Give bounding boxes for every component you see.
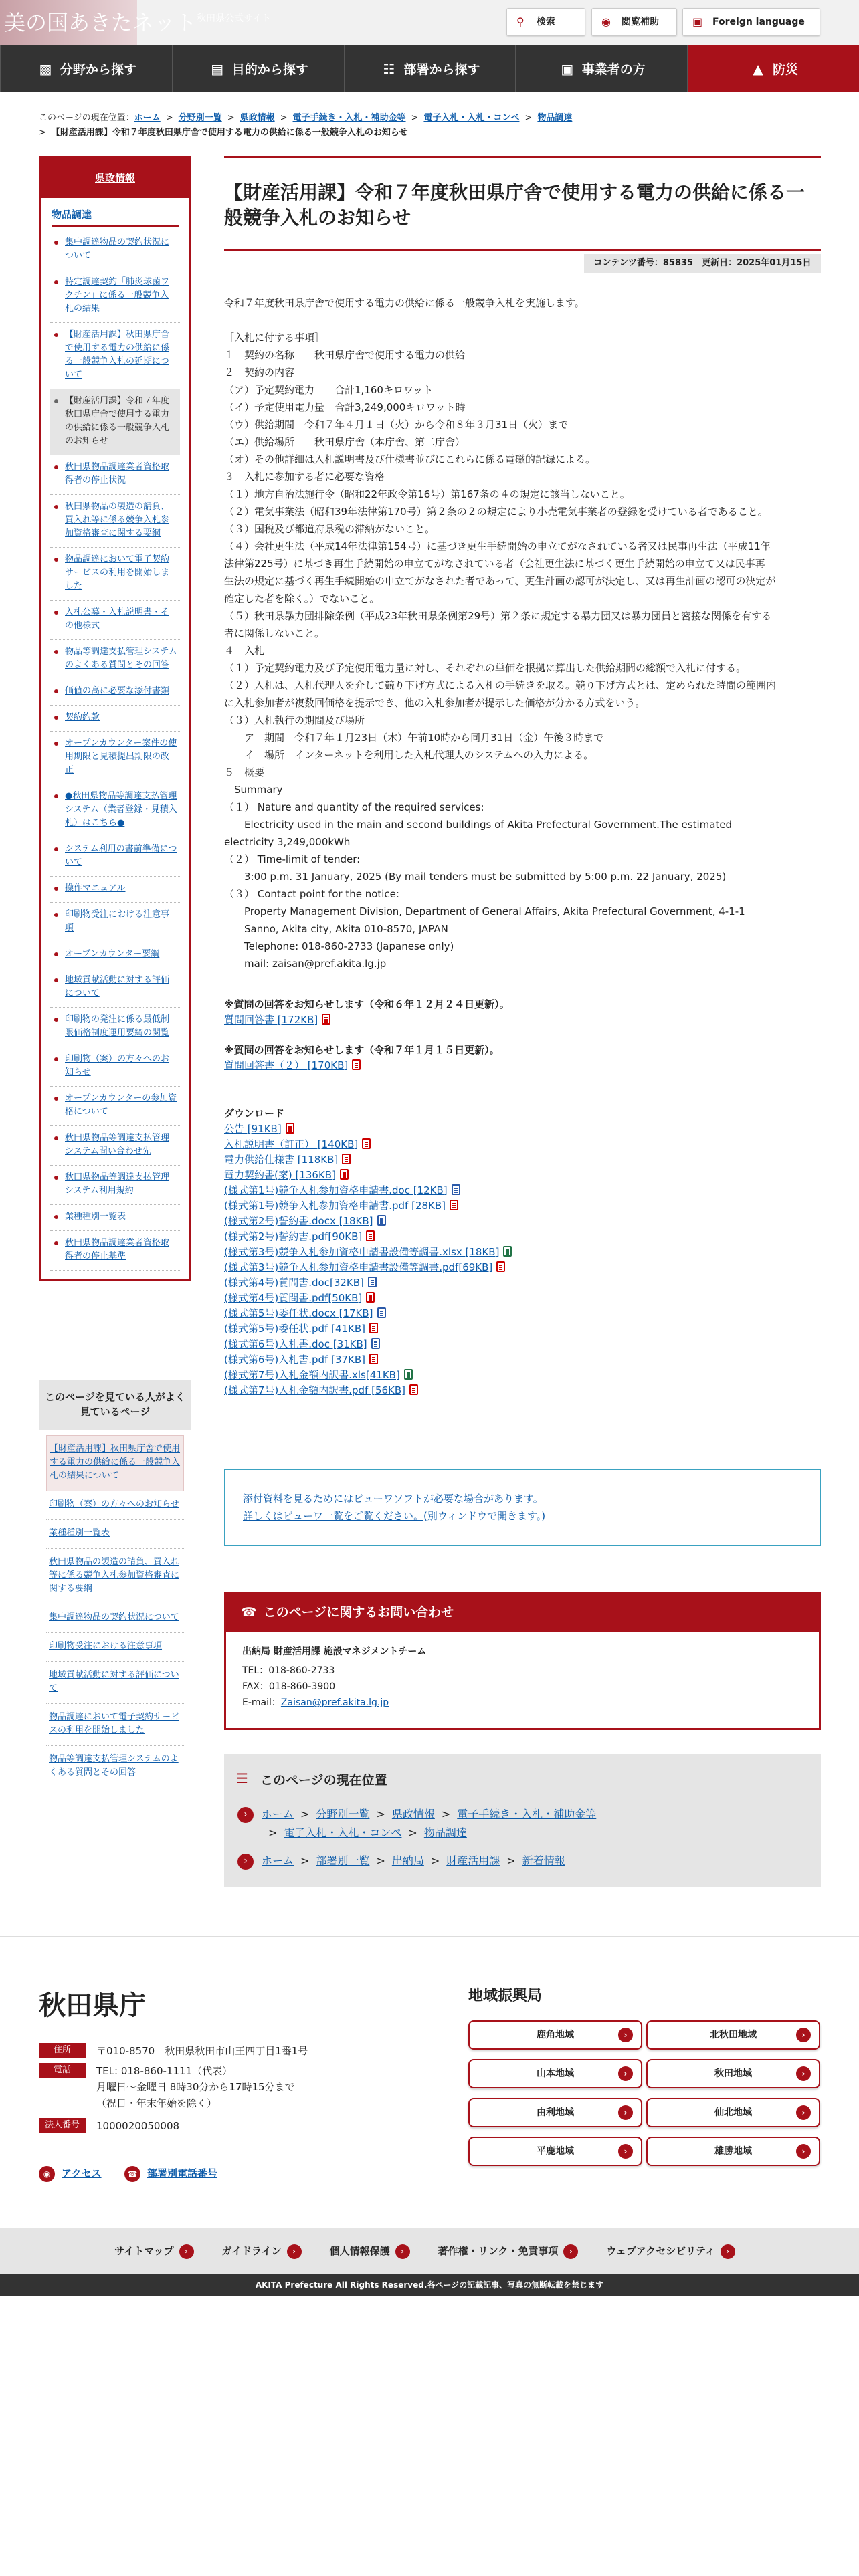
popular-list (39, 1430, 191, 1794)
current-location (224, 1754, 821, 1887)
sidebar (39, 156, 191, 1281)
body-line: （２）電気事業法（昭和39年法律第170号）第２条の２の規定により小売電気事業者の登録を受けている者であること。 (224, 506, 768, 518)
pdf-file-icon (340, 1169, 349, 1180)
body-line: 法律第225号）に基づき再生手続開始の申立てがなされている者（会社更生法に基づく更生手続開始の申立て又は民事再 (224, 558, 765, 570)
top-bar (0, 0, 859, 45)
sidebar-item[interactable]: 秋田県物品等調達支払管理システム利用規約 (50, 1166, 180, 1205)
location-link[interactable]: 出納局 (391, 1854, 424, 1867)
viewer-list-link[interactable]: 詳しくはビューワ一覧をご覧ください。 (243, 1510, 424, 1522)
arrow-right-icon: › (796, 2144, 811, 2159)
breadcrumb-link[interactable]: 物品調達 (537, 113, 573, 123)
sidebar-item[interactable]: 特定調達契約「肺炎球菌ワクチン」に係る一般競争入札の結果 (50, 270, 180, 323)
download-link[interactable]: (様式第6号)入札書.doc [31KB] (224, 1338, 367, 1350)
region-button[interactable]: 鹿角地域 › (468, 2020, 642, 2050)
download-link[interactable]: (様式第4号)質問書.pdf[50KB] (224, 1292, 363, 1304)
doc-file-icon (377, 1307, 386, 1318)
location-link[interactable]: 分野別一覧 (316, 1808, 370, 1820)
address-tag: 住所 (39, 2043, 86, 2058)
pdf-file-icon (366, 1292, 375, 1303)
location-link[interactable]: 部署別一覧 (316, 1854, 370, 1867)
footer-phone: TEL: 018-860-1111（代表） (96, 2065, 233, 2077)
arrow-right-icon: › (618, 2144, 633, 2159)
phone-icon: ☎ (241, 1605, 257, 1620)
search-button[interactable]: ⚲ 検索 (506, 8, 585, 36)
body-line: （ウ）供給期間 令和７年４月１日（火）から令和８年３月31日（火）まで (224, 419, 569, 431)
location-icon: ☰ (236, 1770, 248, 1786)
pdf-file-icon (369, 1323, 378, 1333)
body-line: Summary (224, 784, 283, 796)
arrow-right-icon: › (237, 1854, 254, 1870)
body-line: （５）秋田県暴力団排除条例（平成23年秋田県条例第29号）第２条に規定する暴力団又は暴力団員と密接な関係を有する (224, 610, 772, 622)
sidebar-item[interactable]: 【財産活用課】令和７年度秋田県庁舎で使用する電力の供給に係る一般競争入札のお知らせ (50, 389, 180, 455)
body-line: ３ 入札に参加する者に必要な資格 (224, 471, 385, 483)
body-line: （２） Time-limit of tender: (224, 853, 361, 865)
article-body (224, 294, 821, 972)
global-nav (0, 45, 859, 92)
sidebar-item[interactable]: 物品調達において電子契約サービスの利用を開始しました (50, 548, 180, 601)
body-line: 確定した者を除く。）でないこと。 (224, 593, 380, 605)
corp-tag: 法人番号 (39, 2118, 86, 2133)
contact-header: ☎ このページに関するお問い合わせ (226, 1594, 819, 1632)
location-link[interactable]: 電子入札・入札・コンペ (284, 1826, 402, 1839)
download-link[interactable]: (様式第1号)競争入札参加資格申請書.pdf [28KB] (224, 1200, 446, 1212)
breadcrumb-link[interactable]: 県政情報 (240, 113, 275, 123)
pdf-file-icon (450, 1200, 458, 1210)
document-icon: ▤ (211, 61, 224, 77)
body-line: （エ）供給場所 秋田県庁舎（本庁舎、第二庁舎） (224, 436, 466, 448)
region-button[interactable]: 秋田地域 › (646, 2059, 820, 2088)
arrow-right-icon: › (618, 2105, 633, 2120)
nav-department[interactable]: ☷ 部署から探す (344, 45, 516, 92)
qa-title: ※質問の回答をお知らせします（令和７年１月１５日更新）。 (224, 1044, 500, 1056)
footer-hours-note: （祝日・年末年始を除く） (96, 2097, 217, 2109)
region-button[interactable]: 雄勝地域 › (646, 2137, 820, 2166)
viewer-notice (224, 1469, 821, 1546)
breadcrumb-prefix: このページの現在位置： (39, 113, 134, 123)
body-line: （オ）その他詳細は入札説明書及び仕様書並びにこれらに係る電磁的記録による。 (224, 453, 596, 465)
download-link[interactable]: (様式第2号)誓約書.docx [18KB] (224, 1215, 373, 1227)
popular-item[interactable]: 秋田県物品の製造の請負、買入れ等に係る競争入札参加資格審査に関する要綱 (46, 1549, 184, 1604)
popular-item[interactable]: 印刷物（案）の方々へのお知らせ (46, 1491, 184, 1520)
download-link[interactable]: (様式第7号)入札金額内訳書.pdf [56KB] (224, 1384, 406, 1396)
pdf-file-icon (342, 1154, 351, 1164)
footer-link[interactable]: ガイドライン › (222, 2245, 311, 2257)
access-link[interactable]: ◉ アクセス (39, 2166, 102, 2182)
search-icon: ⚲ (516, 15, 524, 28)
download-section (224, 1105, 821, 1398)
download-link[interactable]: (様式第1号)競争入札参加資格申請書.doc [12KB] (224, 1184, 448, 1196)
qa-title: ※質問の回答をお知らせします（令和６年１２月２４日更新）。 (224, 998, 510, 1010)
phone-tag: 電話 (39, 2063, 86, 2078)
footer-title: 秋田県庁 (39, 1990, 146, 2021)
sidebar-item[interactable]: システム利用の書前準備について (50, 837, 180, 877)
popular-item[interactable]: 物品等調達支払管理システムのよくある質問とその回答 (46, 1746, 184, 1788)
region-button[interactable]: 由利地域 › (468, 2098, 642, 2127)
body-line: ア 期間 令和７年１月23日（木）午前10時から同月31日（金）午後３時まで (224, 732, 604, 744)
nav-purpose[interactable]: ▤ 目的から探す (172, 45, 344, 92)
briefcase-icon: ▣ (561, 61, 574, 77)
location-link[interactable]: ホーム (262, 1808, 294, 1820)
nav-business[interactable]: ▣ 事業者の方 (515, 45, 687, 92)
sidebar-item[interactable]: ●秋田県物品等調達支払管理システム（業者登録・見積入札）はこちら● (50, 784, 180, 837)
pdf-icon (352, 1059, 361, 1070)
dept-phone-link[interactable]: ☎ 部署別電話番号 (124, 2166, 217, 2182)
location-link[interactable]: 新着情報 (522, 1854, 565, 1867)
footer-address: 〒010-8570 秋田県秋田市山王四丁目1番1号 (96, 2045, 308, 2057)
body-line: Telephone: 018-860-2733 (Japanese only) (224, 940, 454, 952)
current-location-header: このページの現在位置 (260, 1773, 387, 1788)
popular-header: このページを見ている人がよく見ているページ (39, 1380, 191, 1430)
contact-email-link[interactable]: Zaisan@pref.akita.lg.jp (280, 1697, 389, 1708)
sidebar-item[interactable]: 物品等調達支払管理システムのよくある質問とその回答 (50, 640, 180, 679)
megaphone-icon: ▲ (753, 61, 763, 77)
pdf-icon (322, 1014, 330, 1025)
arrow-right-icon: › (796, 2105, 811, 2120)
sidebar-item[interactable]: 秋田県物品調達業者資格取得者の停止基準 (50, 1231, 180, 1271)
sidebar-item[interactable]: 印刷物の発注に係る最低制限価格制度運用要綱の閲覧 (50, 1008, 180, 1047)
footer-link[interactable]: サイトマップ › (114, 2245, 203, 2257)
org-chart-icon: ☷ (383, 61, 395, 77)
download-link[interactable]: (様式第5号)委任状.docx [17KB] (224, 1307, 373, 1319)
footer-hours: 月曜日～金曜日 8時30分から17時15分まで (96, 2081, 295, 2093)
pdf-file-icon (496, 1261, 505, 1272)
breadcrumb-link[interactable]: 分野別一覧 (178, 113, 222, 123)
sidebar-item[interactable]: オープンカウンター要綱 (50, 942, 180, 968)
pdf-file-icon (409, 1384, 418, 1395)
body-line: （３） Contact point for the notice: (224, 888, 399, 900)
breadcrumb: このページの現在位置：ホーム > 分野別一覧 > 県政情報 > 電子手続き・入札・補助金等 > 電子入札・入札・コンペ > 物品調達 > 【財産活用課】令和７年度秋田県庁舎で使用する電力の供給に係る一般競争入札のお知らせ (39, 113, 573, 138)
download-link[interactable]: 電力契約書(案) [136KB] (224, 1169, 336, 1181)
location-link[interactable]: 県政情報 (391, 1808, 435, 1820)
pdf-file-icon (366, 1230, 375, 1241)
nav-disaster[interactable]: ▲ 防災 (687, 45, 859, 92)
body-line: （１）地方自治法施行令（昭和22年政令第16号）第167条の４の規定に該当しないこと。 (224, 488, 630, 500)
body-line: Sanno, Akita city, Akita 010-8570, JAPAN (224, 923, 448, 935)
sidebar-header-link[interactable]: 県政情報 (94, 172, 135, 184)
arrow-right-icon: › (179, 2244, 194, 2259)
phone-icon: ☎ (124, 2166, 140, 2182)
xls-file-icon (404, 1369, 413, 1380)
popular-pages (39, 1380, 191, 1794)
body-line: 令和７年度秋田県庁舎で使用する電力の供給に係る一般競争入札を実施します。 (224, 297, 585, 309)
site-logo[interactable]: 美の国あきたネット$^{秋田県公式サイト}$ (0, 0, 137, 45)
nav-field[interactable]: ▩ 分野から探す (0, 45, 172, 92)
foreign-language-button[interactable]: ▣ Foreign language (682, 8, 820, 36)
body-line: electricity 3,249,000kWh (224, 836, 351, 848)
download-link[interactable]: 電力供給仕様書 [118KB] (224, 1154, 339, 1166)
body-line: mail: zaisan@pref.akita.lg.jp (224, 958, 387, 970)
popular-item[interactable]: 物品調達において電子契約サービスの利用を開始しました (46, 1704, 184, 1746)
qa-section-2 (224, 1042, 821, 1073)
footer-corp-number: 1000020050008 (96, 2120, 180, 2132)
location-link[interactable]: 財産活用課 (446, 1854, 500, 1867)
location-link[interactable]: 電子手続き・入札・補助金等 (457, 1808, 597, 1820)
sidebar-item[interactable]: 入札公募・入札説明書・その他様式 (50, 601, 180, 640)
body-line: １ 契約の名称 秋田県庁舎で使用する電力の供給 (224, 349, 466, 361)
footer-link[interactable]: ウェブアクセシビリティ › (606, 2245, 744, 2257)
footer (0, 1936, 859, 2228)
content-meta: コンテンツ番号：85835 更新日：2025年01月15日 (584, 254, 821, 273)
arrow-right-icon: › (618, 2066, 633, 2081)
sidebar-item[interactable]: オープンカウンター案件の使用期限と見積提出期限の改正 (50, 732, 180, 784)
body-line: （１）予定契約電力及び予定使用電力量に対し、それぞれの単価を根拠に算出した供給期間の総額で入札に付する。 (224, 662, 747, 674)
doc-file-icon (452, 1184, 460, 1195)
location-row: › ホーム > 分野別一覧 > 県政情報 > 電子手続き・入札・補助金等 (237, 1805, 596, 1824)
popular-item[interactable]: 地域貢献活動に対する評価について (46, 1662, 184, 1704)
sidebar-item[interactable]: 業種種別一覧表 (50, 1205, 180, 1231)
sidebar-item[interactable]: 秋田県物品等調達支払管理システム問い合わせ先 (50, 1126, 180, 1166)
sidebar-item[interactable]: 【財産活用課】秋田県庁舎で使用する電力の供給に係る一般競争入札の延期について (50, 323, 180, 389)
language-icon: ▣ (692, 15, 703, 28)
download-link[interactable]: (様式第3号)競争入札参加資格申請書設備等調書.pdf[69KB] (224, 1261, 493, 1273)
sidebar-item[interactable]: 契約約款 (50, 706, 180, 732)
download-link[interactable]: (様式第5号)委任状.pdf [41KB] (224, 1323, 366, 1335)
arrow-right-icon: › (395, 2244, 410, 2259)
sidebar-item[interactable]: 印刷物（案）の方々へのお知らせ (50, 1047, 180, 1087)
location-row: > 電子入札・入札・コンペ > 物品調達 (268, 1826, 467, 1839)
download-link[interactable]: (様式第4号)質問書.doc[32KB] (224, 1277, 364, 1289)
doc-file-icon (371, 1338, 380, 1349)
footer-links (0, 2228, 859, 2274)
footer-link[interactable]: 著作権・リンク・免責事項 › (438, 2245, 588, 2257)
arrow-right-icon: › (287, 2244, 302, 2259)
arrow-right-icon: › (721, 2244, 735, 2259)
qa-link[interactable]: 質問回答書（２） [170KB] (224, 1059, 349, 1071)
body-line: （３）国税及び都道府県税の滞納がないこと。 (224, 523, 436, 535)
arrow-right-icon: › (618, 2028, 633, 2042)
body-line: 3:00 p.m. 31 January, 2025 (By mail tenders must be submitted by 5:00 p.m. 22 January, 2025) (224, 871, 727, 883)
contact-email-label: E-mail： (242, 1697, 281, 1708)
main-content (224, 156, 821, 1867)
download-link[interactable]: 公告 [91KB] (224, 1123, 282, 1135)
sidebar-item[interactable]: 秋田県物品の製造の請負、買入れ等に係る競争入札参加資格審査に関する要綱 (50, 495, 180, 548)
sidebar-item[interactable]: 集中調達物品の契約状況について (50, 231, 180, 270)
doc-file-icon (377, 1215, 386, 1226)
body-line: ５ 概要 (224, 766, 265, 778)
pdf-file-icon (286, 1123, 294, 1134)
sidebar-item[interactable]: 秋田県物品調達業者資格取得者の停止状況 (50, 455, 180, 495)
download-link[interactable]: 入札説明書（訂正） [140KB] (224, 1138, 359, 1150)
breadcrumb-current: 【財産活用課】令和７年度秋田県庁舎で使用する電力の供給に係る一般競争入札のお知らせ (51, 128, 408, 138)
region-button[interactable]: 平鹿地域 › (468, 2137, 642, 2166)
download-link[interactable]: (様式第6号)入札書.pdf [37KB] (224, 1354, 366, 1366)
sidebar-category[interactable]: 物品調達 (52, 207, 179, 227)
download-link[interactable]: (様式第3号)競争入札参加資格申請書設備等調書.xlsx [18KB] (224, 1246, 500, 1258)
doc-file-icon (368, 1277, 377, 1287)
sidebar-item[interactable]: オープンカウンターの参加資格について (50, 1087, 180, 1126)
body-line: に入札参加者が複数回価格を提示でき、他の入札参加者が提示した価格が分かる方式をいう。 (224, 697, 646, 709)
popular-item[interactable]: 業種種別一覧表 (46, 1520, 184, 1549)
download-title: ダウンロード (224, 1107, 285, 1119)
popular-item[interactable]: 【財産活用課】秋田県庁舎で使用する電力の供給に係る一般競争入札の結果について (46, 1435, 184, 1491)
popular-item[interactable]: 集中調達物品の契約状況について (46, 1604, 184, 1633)
popular-item[interactable]: 印刷物受注における注意事項 (46, 1633, 184, 1662)
contact-dept: 出納局 財産活用課 施設マネジメントチーム (242, 1646, 427, 1657)
body-line: Electricity used in the main and second buildings of Akita Prefectural Government.The estimated (224, 819, 733, 831)
footer-link[interactable]: 個人情報保護 › (330, 2245, 419, 2257)
location-row: › ホーム > 部署別一覧 > 出納局 > 財産活用課 > 新着情報 (237, 1852, 565, 1870)
body-line: ［入札に付する事項］ (224, 332, 325, 344)
breadcrumb-link[interactable]: 電子入札・入札・コンペ (423, 113, 520, 123)
download-link[interactable]: (様式第2号)誓約書.pdf[90KB] (224, 1230, 363, 1243)
body-line: （２）入札は、入札代理人を介して競り下げ方式による入札の手続きを取る。競り下げ方式とは、定められた時間の範囲内 (224, 679, 777, 691)
body-line: （３）入札執行の期間及び場所 (224, 714, 365, 726)
folder-icon: ▩ (39, 61, 52, 77)
map-pin-icon: ◉ (39, 2166, 55, 2182)
viewer-note: (別ウィンドウで開きます。) (423, 1510, 546, 1522)
body-line: イ 場所 インターネットを利用した入札代理人のシステムへの入力による。 (224, 749, 594, 761)
pdf-file-icon (369, 1354, 378, 1364)
arrow-right-icon: › (237, 1807, 254, 1823)
region-button[interactable]: 仙北地域 › (646, 2098, 820, 2127)
body-line: （１） Nature and quantity of the required services: (224, 801, 484, 813)
contact-fax: FAX：018-860-3900 (242, 1681, 336, 1692)
contact-tel: TEL：018-860-2733 (242, 1665, 335, 1676)
body-line: （イ）予定使用電力量 合計3,249,000キロワット時 (224, 401, 466, 413)
qa-link[interactable]: 質問回答書 [172KB] (224, 1014, 318, 1026)
body-line: （４）会社更生法（平成14年法律第154号）に基づき更生手続開始の申立てがなされている者又は民事再生法（平成11年 (224, 540, 771, 552)
body-line: 生法の規定に基づく再生手続開始の申立てがなされた者であって、更生計画の認可が決定し、又は再生計画の認可の決定が (224, 575, 776, 587)
viewer-text: 添付資料を見るためにはビューワソフトが必要な場合があります。 (243, 1493, 543, 1505)
location-link[interactable]: 物品調達 (423, 1826, 467, 1839)
contact-box (224, 1592, 821, 1730)
body-line (224, 312, 821, 329)
breadcrumb-link[interactable]: ホーム (134, 113, 161, 123)
body-line: 者に関係しないこと。 (224, 627, 325, 639)
pdf-file-icon (362, 1138, 371, 1149)
sidebar-item[interactable]: 印刷物受注における注意事項 (50, 903, 180, 942)
sidebar-item[interactable]: 地域貢献活動に対する評価について (50, 968, 180, 1008)
qa-section-1 (224, 996, 821, 1028)
copyright: AKITA Prefecture All Rights Reserved.各ページの記載記事、写真の無断転載を禁じます (0, 2274, 859, 2296)
region-title: 地域振興局 (468, 1988, 543, 2004)
xls-file-icon (503, 1246, 512, 1257)
arrow-right-icon: › (796, 2066, 811, 2081)
region-button[interactable]: 山本地域 › (468, 2059, 642, 2088)
eye-icon: ◉ (601, 15, 611, 28)
page-title: 【財産活用課】令和７年度秋田県庁舎で使用する電力の供給に係る一般競争入札のお知らせ (224, 156, 821, 251)
arrow-right-icon: › (796, 2028, 811, 2042)
download-link[interactable]: (様式第7号)入札金額内訳書.xls[41KB] (224, 1369, 400, 1381)
sidebar-list (41, 227, 189, 1279)
arrow-right-icon: › (563, 2244, 578, 2259)
location-link[interactable]: ホーム (262, 1854, 294, 1867)
body-line: ４ 入札 (224, 645, 265, 657)
sidebar-item[interactable]: 操作マニュアル (50, 877, 180, 903)
body-line: （ア）予定契約電力 合計1,160キロワット (224, 384, 434, 396)
body-line: Property Management Division, Department of General Affairs, Akita Prefectural Government, 4-1-1 (224, 905, 745, 918)
view-assist-button[interactable]: ◉ 閲覧補助 (591, 8, 677, 36)
breadcrumb-link[interactable]: 電子手続き・入札・補助金等 (292, 113, 406, 123)
sidebar-item[interactable]: 価値の高に必要な添付書類 (50, 679, 180, 706)
region-button[interactable]: 北秋田地域 › (646, 2020, 820, 2050)
download-list (224, 1121, 821, 1398)
body-line: ２ 契約の内容 (224, 366, 295, 379)
